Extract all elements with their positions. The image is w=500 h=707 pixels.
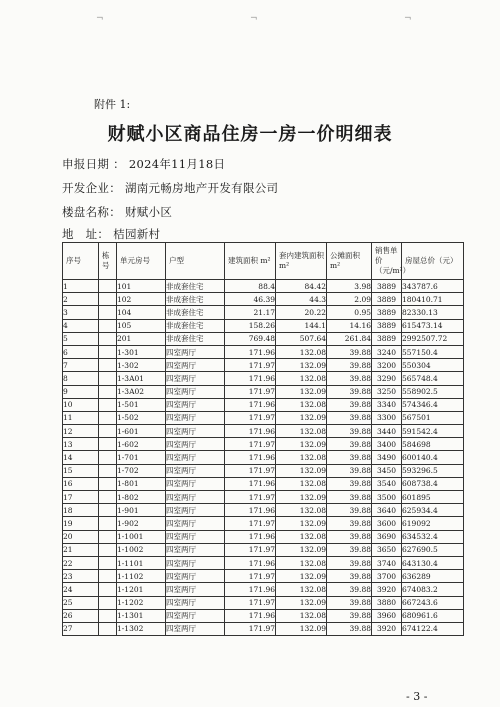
cell-unit: 1-302 — [117, 359, 166, 372]
cell-unit-price: 3650 — [372, 543, 402, 556]
cell-layout: 四室两厅 — [166, 372, 225, 385]
table-row — [63, 583, 464, 596]
cell-building — [99, 306, 117, 319]
cell-floor-area: 171.96 — [225, 556, 276, 569]
cell-building — [99, 622, 117, 635]
cell-inner-area: 132.09 — [276, 596, 327, 609]
cell-seq: 5 — [63, 332, 99, 345]
cell-layout: 四室两厅 — [166, 491, 225, 504]
scan-mark: ¬ — [250, 14, 258, 24]
cell-layout: 四室两厅 — [166, 425, 225, 438]
table-row — [63, 359, 464, 372]
cell-floor-area: 171.96 — [225, 583, 276, 596]
cell-inner-area: 132.08 — [276, 451, 327, 464]
cell-unit: 1-1101 — [117, 556, 166, 569]
cell-unit-price: 3400 — [372, 438, 402, 451]
cell-total-price: 667243.6 — [402, 596, 464, 609]
cell-layout: 四室两厅 — [166, 570, 225, 583]
cell-layout: 四室两厅 — [166, 504, 225, 517]
cell-inner-area: 132.08 — [276, 345, 327, 358]
cell-floor-area: 171.97 — [225, 543, 276, 556]
cell-building — [99, 385, 117, 398]
cell-unit: 1-501 — [117, 398, 166, 411]
cell-building — [99, 556, 117, 569]
cell-layout: 非成套住宅 — [166, 306, 225, 319]
cell-building — [99, 517, 117, 530]
cell-unit-price: 3889 — [372, 306, 402, 319]
cell-floor-area: 171.97 — [225, 491, 276, 504]
cell-floor-area: 171.96 — [225, 504, 276, 517]
cell-unit: 1-601 — [117, 425, 166, 438]
cell-layout: 四室两厅 — [166, 345, 225, 358]
table-row — [63, 464, 464, 477]
cell-building — [99, 280, 117, 293]
cell-seq: 23 — [63, 570, 99, 583]
table-row — [63, 319, 464, 332]
cell-total-price: 608738.4 — [402, 477, 464, 490]
cell-unit: 1-502 — [117, 411, 166, 424]
cell-unit: 1-1102 — [117, 570, 166, 583]
table-row — [63, 530, 464, 543]
cell-total-price: 627690.5 — [402, 543, 464, 556]
cell-total-price: 591542.4 — [402, 425, 464, 438]
cell-floor-area: 769.48 — [225, 332, 276, 345]
cell-floor-area: 171.96 — [225, 345, 276, 358]
cell-inner-area: 132.08 — [276, 530, 327, 543]
cell-shared-area: 39.88 — [327, 385, 372, 398]
cell-total-price: 643130.4 — [402, 556, 464, 569]
cell-inner-area: 132.09 — [276, 464, 327, 477]
cell-unit-price: 3740 — [372, 556, 402, 569]
cell-shared-area: 39.88 — [327, 504, 372, 517]
cell-unit: 1-1001 — [117, 530, 166, 543]
cell-unit: 1-1002 — [117, 543, 166, 556]
cell-unit-price: 3200 — [372, 359, 402, 372]
cell-seq: 24 — [63, 583, 99, 596]
cell-layout: 四室两厅 — [166, 451, 225, 464]
cell-floor-area: 171.96 — [225, 398, 276, 411]
price-detail-table — [62, 242, 464, 636]
cell-layout: 四室两厅 — [166, 464, 225, 477]
cell-seq: 27 — [63, 622, 99, 635]
cell-unit: 104 — [117, 306, 166, 319]
cell-shared-area: 39.88 — [327, 411, 372, 424]
cell-seq: 8 — [63, 372, 99, 385]
cell-layout: 非成套住宅 — [166, 332, 225, 345]
cell-total-price: 565748.4 — [402, 372, 464, 385]
cell-total-price: 619092 — [402, 517, 464, 530]
cell-unit: 1-1202 — [117, 596, 166, 609]
cell-total-price: 600140.4 — [402, 451, 464, 464]
cell-seq: 3 — [63, 306, 99, 319]
cell-seq: 12 — [63, 425, 99, 438]
cell-floor-area: 88.4 — [225, 280, 276, 293]
cell-seq: 16 — [63, 477, 99, 490]
cell-unit-price: 3920 — [372, 583, 402, 596]
project-address: 地 址： 桔园新村 — [62, 227, 161, 241]
cell-unit-price: 3240 — [372, 345, 402, 358]
cell-unit-price: 3889 — [372, 293, 402, 306]
cell-total-price: 674122.4 — [402, 622, 464, 635]
cell-floor-area: 158.26 — [225, 319, 276, 332]
cell-seq: 11 — [63, 411, 99, 424]
cell-floor-area: 171.97 — [225, 464, 276, 477]
cell-inner-area: 132.08 — [276, 504, 327, 517]
cell-seq: 9 — [63, 385, 99, 398]
cell-layout: 四室两厅 — [166, 385, 225, 398]
table-row — [63, 293, 464, 306]
cell-shared-area: 39.88 — [327, 345, 372, 358]
cell-seq: 18 — [63, 504, 99, 517]
cell-shared-area: 3.98 — [327, 280, 372, 293]
table-row — [63, 398, 464, 411]
cell-inner-area: 132.09 — [276, 570, 327, 583]
cell-total-price: 343787.6 — [402, 280, 464, 293]
developer-name: 开发企业： 湖南元畅房地产开发有限公司 — [62, 181, 279, 195]
header-unit: 单元房号 — [117, 243, 166, 280]
table-row — [63, 609, 464, 622]
cell-building — [99, 332, 117, 345]
table-row — [63, 596, 464, 609]
cell-shared-area: 39.88 — [327, 438, 372, 451]
header-inner-area: 套内建筑面积 m² — [276, 243, 327, 280]
table-row — [63, 556, 464, 569]
cell-building — [99, 609, 117, 622]
table-row — [63, 425, 464, 438]
cell-inner-area: 132.08 — [276, 372, 327, 385]
cell-seq: 6 — [63, 345, 99, 358]
cell-building — [99, 596, 117, 609]
cell-total-price: 567501 — [402, 411, 464, 424]
cell-seq: 4 — [63, 319, 99, 332]
cell-unit: 1-3A01 — [117, 372, 166, 385]
cell-unit: 101 — [117, 280, 166, 293]
cell-unit: 1-702 — [117, 464, 166, 477]
cell-floor-area: 171.96 — [225, 530, 276, 543]
cell-floor-area: 171.97 — [225, 438, 276, 451]
cell-unit-price: 3889 — [372, 332, 402, 345]
cell-inner-area: 144.1 — [276, 319, 327, 332]
cell-shared-area: 39.88 — [327, 543, 372, 556]
cell-total-price: 680961.6 — [402, 609, 464, 622]
cell-shared-area: 39.88 — [327, 570, 372, 583]
cell-layout: 非成套住宅 — [166, 293, 225, 306]
cell-building — [99, 530, 117, 543]
table-row — [63, 280, 464, 293]
cell-layout: 非成套住宅 — [166, 319, 225, 332]
cell-inner-area: 132.09 — [276, 491, 327, 504]
cell-unit: 201 — [117, 332, 166, 345]
cell-inner-area: 132.09 — [276, 438, 327, 451]
cell-unit-price: 3250 — [372, 385, 402, 398]
cell-total-price: 593296.5 — [402, 464, 464, 477]
cell-shared-area: 39.88 — [327, 609, 372, 622]
cell-inner-area: 132.08 — [276, 609, 327, 622]
cell-unit: 105 — [117, 319, 166, 332]
cell-unit-price: 3889 — [372, 280, 402, 293]
cell-floor-area: 171.97 — [225, 596, 276, 609]
cell-unit-price: 3290 — [372, 372, 402, 385]
attachment-label: 附件 1: — [94, 98, 131, 111]
cell-building — [99, 345, 117, 358]
cell-inner-area: 132.09 — [276, 622, 327, 635]
cell-shared-area: 2.09 — [327, 293, 372, 306]
cell-building — [99, 583, 117, 596]
cell-layout: 四室两厅 — [166, 622, 225, 635]
cell-inner-area: 44.3 — [276, 293, 327, 306]
cell-total-price: 634532.4 — [402, 530, 464, 543]
cell-unit-price: 3500 — [372, 491, 402, 504]
cell-seq: 1 — [63, 280, 99, 293]
cell-layout: 四室两厅 — [166, 517, 225, 530]
cell-total-price: 2992507.72 — [402, 332, 464, 345]
cell-floor-area: 171.97 — [225, 570, 276, 583]
cell-seq: 20 — [63, 530, 99, 543]
cell-shared-area: 39.88 — [327, 425, 372, 438]
cell-floor-area: 171.97 — [225, 411, 276, 424]
cell-seq: 17 — [63, 491, 99, 504]
cell-shared-area: 39.88 — [327, 596, 372, 609]
cell-unit-price: 3490 — [372, 451, 402, 464]
cell-total-price: 558902.5 — [402, 385, 464, 398]
cell-unit-price: 3540 — [372, 477, 402, 490]
cell-unit-price: 3889 — [372, 319, 402, 332]
cell-building — [99, 398, 117, 411]
cell-unit-price: 3690 — [372, 530, 402, 543]
cell-unit-price: 3450 — [372, 464, 402, 477]
cell-unit: 1-802 — [117, 491, 166, 504]
cell-unit-price: 3920 — [372, 622, 402, 635]
cell-building — [99, 438, 117, 451]
cell-floor-area: 171.96 — [225, 451, 276, 464]
table-row — [63, 372, 464, 385]
cell-unit: 1-902 — [117, 517, 166, 530]
cell-seq: 13 — [63, 438, 99, 451]
cell-building — [99, 319, 117, 332]
cell-seq: 25 — [63, 596, 99, 609]
cell-shared-area: 14.16 — [327, 319, 372, 332]
cell-unit-price: 3880 — [372, 596, 402, 609]
page-number: - 3 - — [406, 690, 428, 703]
table-row — [63, 517, 464, 530]
cell-floor-area: 171.96 — [225, 477, 276, 490]
cell-seq: 2 — [63, 293, 99, 306]
header-floor-area: 建筑面积 m² — [225, 243, 276, 280]
header-shared-area: 公摊面积 m² — [327, 243, 372, 280]
cell-floor-area: 21.17 — [225, 306, 276, 319]
cell-total-price: 574346.4 — [402, 398, 464, 411]
table-header-row — [63, 243, 464, 280]
cell-shared-area: 39.88 — [327, 359, 372, 372]
table-row — [63, 438, 464, 451]
cell-inner-area: 132.08 — [276, 398, 327, 411]
cell-shared-area: 0.95 — [327, 306, 372, 319]
cell-floor-area: 171.96 — [225, 609, 276, 622]
header-building: 栋号 — [99, 243, 117, 280]
cell-unit: 1-602 — [117, 438, 166, 451]
cell-layout: 四室两厅 — [166, 359, 225, 372]
cell-unit-price: 3640 — [372, 504, 402, 517]
cell-building — [99, 464, 117, 477]
cell-unit: 102 — [117, 293, 166, 306]
cell-total-price: 674083.2 — [402, 583, 464, 596]
scan-mark: ¬ — [96, 14, 104, 24]
cell-unit-price: 3960 — [372, 609, 402, 622]
cell-building — [99, 477, 117, 490]
table-row — [63, 504, 464, 517]
cell-total-price: 180410.71 — [402, 293, 464, 306]
table-row — [63, 385, 464, 398]
project-name: 楼盘名称： 财赋小区 — [62, 205, 173, 219]
table-row — [63, 306, 464, 319]
document-title: 财赋小区商品住房一房一价明细表 — [107, 124, 393, 145]
cell-layout: 四室两厅 — [166, 477, 225, 490]
cell-inner-area: 20.22 — [276, 306, 327, 319]
cell-layout: 非成套住宅 — [166, 280, 225, 293]
cell-building — [99, 504, 117, 517]
cell-shared-area: 39.88 — [327, 583, 372, 596]
cell-unit: 1-3A02 — [117, 385, 166, 398]
cell-unit: 1-1201 — [117, 583, 166, 596]
cell-seq: 21 — [63, 543, 99, 556]
cell-inner-area: 132.08 — [276, 425, 327, 438]
cell-layout: 四室两厅 — [166, 411, 225, 424]
cell-building — [99, 543, 117, 556]
cell-building — [99, 491, 117, 504]
cell-floor-area: 46.39 — [225, 293, 276, 306]
cell-shared-area: 39.88 — [327, 398, 372, 411]
cell-layout: 四室两厅 — [166, 583, 225, 596]
cell-total-price: 82330.13 — [402, 306, 464, 319]
table-row — [63, 491, 464, 504]
cell-building — [99, 372, 117, 385]
cell-building — [99, 451, 117, 464]
cell-floor-area: 171.97 — [225, 517, 276, 530]
cell-building — [99, 359, 117, 372]
cell-shared-area: 39.88 — [327, 556, 372, 569]
declaration-date: 申报日期 ： 2024年11月18日 — [62, 157, 226, 171]
cell-total-price: 601895 — [402, 491, 464, 504]
cell-shared-area: 39.88 — [327, 517, 372, 530]
cell-inner-area: 132.09 — [276, 411, 327, 424]
cell-shared-area: 39.88 — [327, 464, 372, 477]
cell-inner-area: 132.09 — [276, 359, 327, 372]
cell-floor-area: 171.97 — [225, 385, 276, 398]
table-row — [63, 570, 464, 583]
table-row — [63, 622, 464, 635]
table-row — [63, 477, 464, 490]
cell-seq: 10 — [63, 398, 99, 411]
cell-floor-area: 171.96 — [225, 425, 276, 438]
cell-shared-area: 39.88 — [327, 622, 372, 635]
cell-unit: 1-901 — [117, 504, 166, 517]
cell-unit-price: 3300 — [372, 411, 402, 424]
cell-layout: 四室两厅 — [166, 556, 225, 569]
cell-total-price: 584698 — [402, 438, 464, 451]
cell-total-price: 625934.4 — [402, 504, 464, 517]
cell-shared-area: 261.84 — [327, 332, 372, 345]
cell-inner-area: 507.64 — [276, 332, 327, 345]
cell-seq: 7 — [63, 359, 99, 372]
cell-seq: 14 — [63, 451, 99, 464]
scan-mark: ¬ — [404, 14, 412, 24]
cell-seq: 19 — [63, 517, 99, 530]
cell-unit-price: 3700 — [372, 570, 402, 583]
cell-unit: 1-301 — [117, 345, 166, 358]
cell-floor-area: 171.97 — [225, 622, 276, 635]
cell-floor-area: 171.96 — [225, 372, 276, 385]
cell-unit: 1-1301 — [117, 609, 166, 622]
cell-shared-area: 39.88 — [327, 451, 372, 464]
cell-building — [99, 293, 117, 306]
cell-unit-price: 3440 — [372, 425, 402, 438]
cell-inner-area: 132.09 — [276, 385, 327, 398]
cell-shared-area: 39.88 — [327, 530, 372, 543]
cell-inner-area: 132.08 — [276, 556, 327, 569]
cell-unit: 1-1302 — [117, 622, 166, 635]
header-total-price: 房屋总价（元） — [402, 243, 464, 280]
cell-building — [99, 411, 117, 424]
cell-inner-area: 132.09 — [276, 517, 327, 530]
cell-total-price: 636289 — [402, 570, 464, 583]
cell-total-price: 550304 — [402, 359, 464, 372]
cell-unit-price: 3600 — [372, 517, 402, 530]
cell-inner-area: 132.09 — [276, 543, 327, 556]
cell-layout: 四室两厅 — [166, 398, 225, 411]
table-row — [63, 345, 464, 358]
cell-inner-area: 84.42 — [276, 280, 327, 293]
cell-unit: 1-801 — [117, 477, 166, 490]
cell-unit-price: 3340 — [372, 398, 402, 411]
cell-total-price: 615473.14 — [402, 319, 464, 332]
header-seq: 序号 — [63, 243, 99, 280]
cell-floor-area: 171.97 — [225, 359, 276, 372]
cell-layout: 四室两厅 — [166, 543, 225, 556]
cell-unit: 1-701 — [117, 451, 166, 464]
header-unit-price: 销售单价（元/m²） — [372, 243, 402, 280]
cell-shared-area: 39.88 — [327, 372, 372, 385]
cell-building — [99, 425, 117, 438]
cell-building — [99, 570, 117, 583]
cell-shared-area: 39.88 — [327, 491, 372, 504]
cell-total-price: 557150.4 — [402, 345, 464, 358]
header-layout: 户型 — [166, 243, 225, 280]
cell-seq: 26 — [63, 609, 99, 622]
cell-layout: 四室两厅 — [166, 596, 225, 609]
table-row — [63, 411, 464, 424]
cell-layout: 四室两厅 — [166, 609, 225, 622]
cell-shared-area: 39.88 — [327, 477, 372, 490]
table-row — [63, 332, 464, 345]
cell-inner-area: 132.08 — [276, 477, 327, 490]
cell-layout: 四室两厅 — [166, 438, 225, 451]
cell-layout: 四室两厅 — [166, 530, 225, 543]
table-row — [63, 543, 464, 556]
cell-seq: 22 — [63, 556, 99, 569]
table-row — [63, 451, 464, 464]
cell-seq: 15 — [63, 464, 99, 477]
cell-inner-area: 132.08 — [276, 583, 327, 596]
